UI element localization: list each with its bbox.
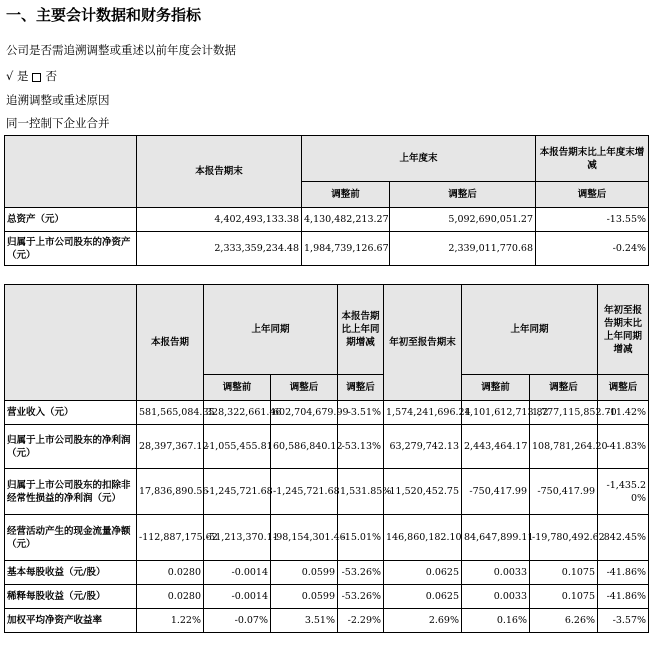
cell: -3.51% [338, 401, 384, 425]
cell: 1,984,739,126.67 [302, 232, 390, 266]
cell: 1,574,241,696.24 [384, 401, 462, 425]
cell: 5,092,690,051.27 [390, 208, 536, 232]
table-row [5, 515, 649, 561]
yes-option: √ 是 [6, 69, 29, 83]
table-row [5, 401, 649, 425]
cell: 1.22% [137, 609, 204, 633]
row-label: 归属于上市公司股东的净利润（元） [5, 425, 137, 469]
cell: 0.0280 [137, 585, 204, 609]
cell: -53.13% [338, 425, 384, 469]
header-after-adjust-change: 调整后 [536, 182, 649, 208]
cell: 0.1075 [530, 585, 598, 609]
header-prev-year-end: 上年度末 [302, 136, 536, 182]
header-blank [5, 285, 137, 401]
row-label: 稀释每股收益（元/股） [5, 585, 137, 609]
header-after-adjust: 调整后 [271, 375, 338, 401]
cell: 2.69% [384, 609, 462, 633]
cell: -11.42% [598, 401, 649, 425]
reason-text: 同一控制下企业合并 [6, 116, 110, 130]
cell: 28,397,367.12 [137, 425, 204, 469]
cell: -41.86% [598, 585, 649, 609]
cell: -53.26% [338, 585, 384, 609]
cell: 0.0033 [462, 561, 530, 585]
cell: 842.45% [598, 515, 649, 561]
cell: 1,531.85% [338, 469, 384, 515]
cell: 581,565,084.35 [137, 401, 204, 425]
cell: -750,417.99 [462, 469, 530, 515]
cell: 2,339,011,770.68 [390, 232, 536, 266]
restatement-checkbox-row [6, 68, 57, 84]
cell: 3.51% [271, 609, 338, 633]
cell: 17,836,890.56 [137, 469, 204, 515]
cell: -750,417.99 [530, 469, 598, 515]
restatement-question: 公司是否需追溯调整或重述以前年度会计数据 [6, 43, 236, 57]
row-label: 营业收入（元） [5, 401, 137, 425]
section-heading: 一、主要会计数据和财务指标 [6, 6, 202, 24]
header-change: 本报告期末比上年度末增减 [536, 136, 649, 182]
cell: -1,245,721.68 [271, 469, 338, 515]
cell: -1,435.20% [598, 469, 649, 515]
header-after-adjust: 调整后 [390, 182, 536, 208]
cell: -51,213,370.11 [204, 515, 271, 561]
header-before-adjust-ytd: 调整前 [462, 375, 530, 401]
cell: 63,279,742.13 [384, 425, 462, 469]
row-label: 加权平均净资产收益率 [5, 609, 137, 633]
header-before-adjust: 调整前 [204, 375, 271, 401]
no-option: 否 [45, 69, 57, 83]
table-row [5, 561, 649, 585]
cell: -41.83% [598, 425, 649, 469]
header-prev-same-period-ytd: 上年同期 [462, 285, 598, 375]
cell: -41.86% [598, 561, 649, 585]
cell: 1,777,115,852.70 [530, 401, 598, 425]
header-current-period-end: 本报告期末 [137, 136, 302, 208]
cell: -13.55% [536, 208, 649, 232]
cell: 0.1075 [530, 561, 598, 585]
cell: -53.26% [338, 561, 384, 585]
row-label: 经营活动产生的现金流量净额（元） [5, 515, 137, 561]
cell: 108,781,264.20 [530, 425, 598, 469]
header-before-adjust: 调整前 [302, 182, 390, 208]
cell: -1,055,455.81 [204, 425, 271, 469]
reason-label: 追溯调整或重述原因 [6, 93, 110, 107]
row-label: 总资产（元） [5, 208, 137, 232]
cell: 2,333,359,234.48 [137, 232, 302, 266]
table-row [5, 609, 649, 633]
cell: -0.24% [536, 232, 649, 266]
cell: 0.0280 [137, 561, 204, 585]
cell: 6.26% [530, 609, 598, 633]
cell: -19,780,492.62 [530, 515, 598, 561]
cell: 328,322,661.46 [204, 401, 271, 425]
cell: -11,520,452.75 [384, 469, 462, 515]
table-row [5, 208, 649, 232]
cell: -0.07% [204, 609, 271, 633]
header-after-adjust-change-ytd: 调整后 [598, 375, 649, 401]
cell: -112,887,175.62 [137, 515, 204, 561]
cell: 0.0033 [462, 585, 530, 609]
cell: 84,647,899.11 [462, 515, 530, 561]
cell: 60,586,840.12 [271, 425, 338, 469]
cell: 0.0599 [271, 585, 338, 609]
income-table [4, 284, 649, 633]
cell: 0.16% [462, 609, 530, 633]
cell: -3.57% [598, 609, 649, 633]
header-ytd: 年初至报告期末 [384, 285, 462, 401]
row-label: 归属于上市公司股东的扣除非经常性损益的净利润（元） [5, 469, 137, 515]
cell: 4,402,493,133.38 [137, 208, 302, 232]
header-current-period: 本报告期 [137, 285, 204, 401]
header-after-adjust-ytd: 调整后 [530, 375, 598, 401]
table-row [5, 469, 649, 515]
unchecked-box-icon [32, 73, 41, 82]
balance-table [4, 135, 649, 266]
cell: -0.0014 [204, 561, 271, 585]
cell: -1,245,721.68 [204, 469, 271, 515]
header-blank [5, 136, 137, 208]
cell: 146,860,182.10 [384, 515, 462, 561]
cell: 0.0625 [384, 585, 462, 609]
cell: -2.29% [338, 609, 384, 633]
row-label: 归属于上市公司股东的净资产（元） [5, 232, 137, 266]
cell: 2,443,464.17 [462, 425, 530, 469]
cell: 0.0625 [384, 561, 462, 585]
header-change-ytd: 年初至报告期末比上年同期增减 [598, 285, 649, 375]
table-row [5, 585, 649, 609]
cell: -15.01% [338, 515, 384, 561]
row-label: 基本每股收益（元/股） [5, 561, 137, 585]
header-prev-same-period: 上年同期 [204, 285, 338, 375]
cell: -0.0014 [204, 585, 271, 609]
table-row [5, 425, 649, 469]
cell: 0.0599 [271, 561, 338, 585]
table-row [5, 232, 649, 266]
cell: 4,130,482,213.27 [302, 208, 390, 232]
cell: -98,154,301.46 [271, 515, 338, 561]
header-after-adjust-change: 调整后 [338, 375, 384, 401]
cell: 602,704,679.99 [271, 401, 338, 425]
cell: 1,101,612,713.82 [462, 401, 530, 425]
header-change: 本报告期比上年同期增减 [338, 285, 384, 375]
